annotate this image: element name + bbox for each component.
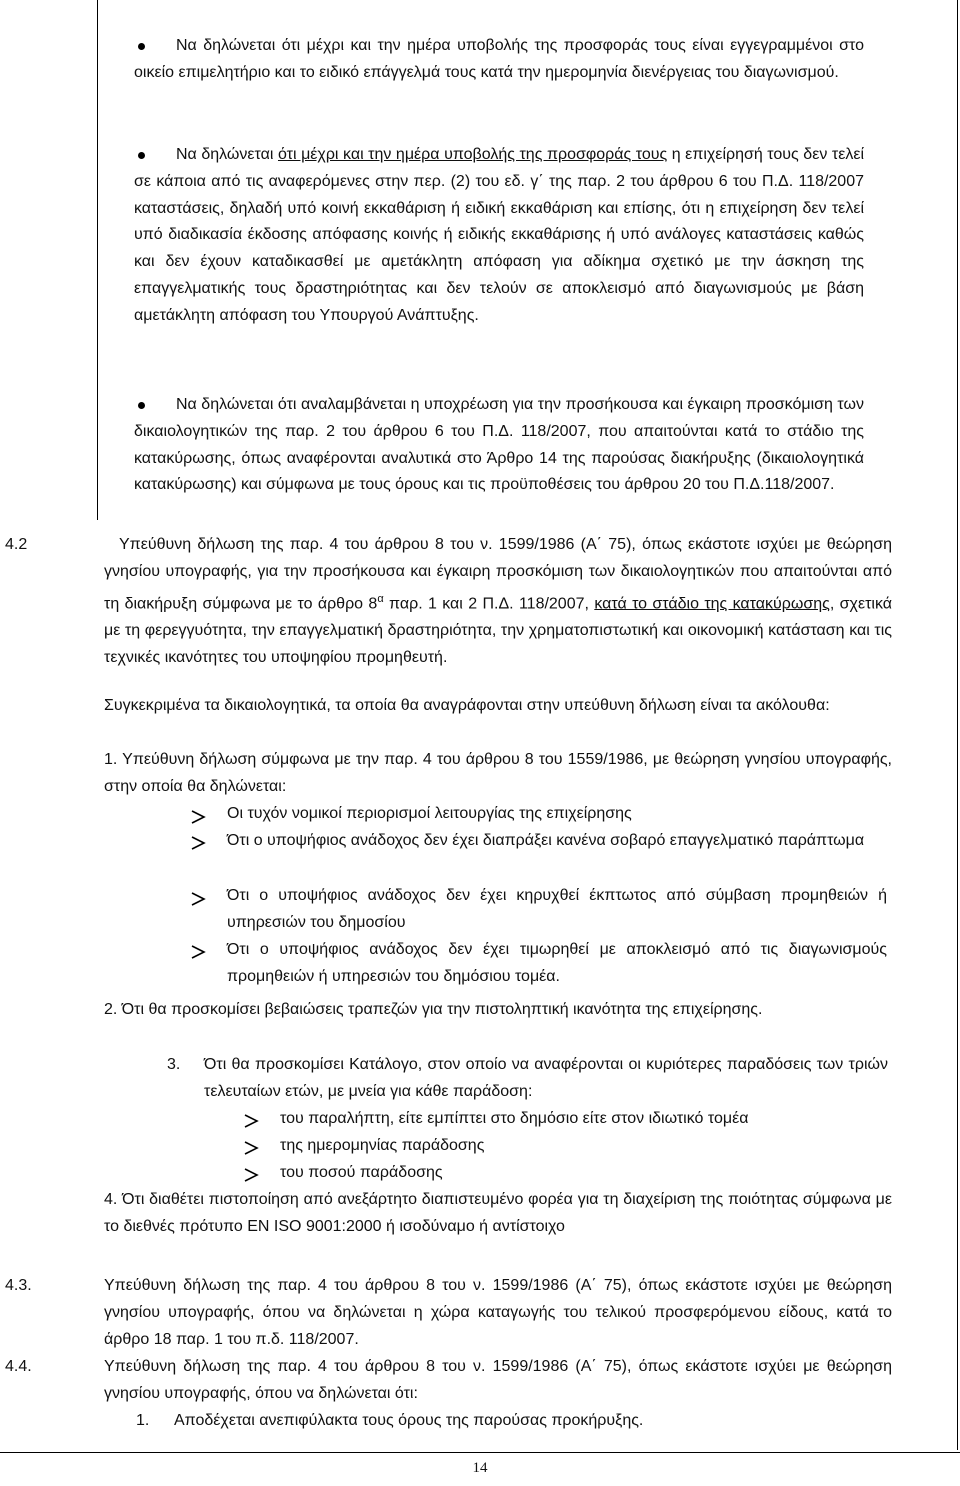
bullet-paragraph-3: Να δηλώνεται ότι αναλαμβάνεται η υποχρέωση για την προσήκουσα και έγκαιρη προσκόμιση των δικαιολογητικών της παρ. 2 του άρθρου 6 του Π.Δ. 118/2007, που απαιτούνται κατά το στάδιο της κατακύρωσης, όπως αναφέρονται αναλυτικά στο Άρθρο 14 της παρούσας διακήρυξης (δικαιολογητικά κατακύρωσης) και σύμφωνα με τους όρους και τις προϋποθέσεις του άρθρου 20 του Π.Δ.118/2007. bbox=[134, 396, 864, 494]
arrow-bullet-icon bbox=[190, 809, 206, 825]
frame-right-border bbox=[957, 0, 958, 1450]
arrow-bullet-icon bbox=[243, 1167, 259, 1183]
bullet-paragraph-1: Να δηλώνεται ότι μέχρι και την ημέρα υποβολής της προσφοράς τους είναι εγγεγραμμένοι στο οικείο επιμελητήριο και το ειδικό επάγγελμά τους κατά την ημερομηνία διενέργειας του διαγωνισμού. bbox=[134, 37, 864, 81]
arrow-bullet-icon bbox=[243, 1140, 259, 1156]
section-4-4-item-number: 1. bbox=[136, 1412, 150, 1429]
section-4-4-paragraph: Υπεύθυνη δήλωση της παρ. 4 του άρθρου 8 του ν. 1599/1986 (Α΄ 75), όπως εκάστοτε ισχύει με θεώρηση γνησίου υπογραφής, όπου να δηλώνεται ότι: bbox=[104, 1358, 892, 1402]
arrow-item: Οι τυχόν νομικοί περιορισμοί λειτουργίας της επιχείρησης bbox=[227, 805, 632, 822]
arrow-item: της ημερομηνίας παράδοσης bbox=[280, 1137, 485, 1154]
frame-left-border bbox=[97, 0, 98, 520]
bullet-2-body: η επιχείρησή τους δεν τελεί σε κάποια από τις αναφερόμενες στην περ. (2) του εδ. γ΄ της παρ. 2 του άρθρου 6 του Π.Δ. 118/2007 καταστάσεις, δηλαδή υπό κοινή εκκαθάριση ή ειδική εκκαθάριση και επίσης, ότι η επιχείρηση δεν τελεί υπό διαδικασία έκδοσης απόφασης κοινής ή ειδικής εκκαθάρισης ή υπό ανάλογες καταστάσεις καθώς και δεν έχουν καταδικασθεί με αμετάκλητη απόφαση για αδίκημα σχετικό με την άσκηση της επαγγελματικής τους δραστηριότητας και δεν τελούν σε αποκλεισμό από διαγωνισμούς με βάση αμετάκλητη απόφαση του Υπουργού Ανάπτυξης. bbox=[134, 146, 865, 324]
arrow-item: Ότι ο υποψήφιος ανάδοχος δεν έχει διαπράξει κανένα σοβαρό επαγγελματικό παράπτωμα bbox=[227, 832, 865, 849]
section-4-2-underlined: κατά το στάδιο της κατακύρωσης, bbox=[594, 594, 835, 612]
arrow-item: Ότι ο υποψήφιος ανάδοχος δεν έχει κηρυχθεί έκπτωτος από σύμβαση προμηθειών ή υπηρεσιών του δημοσίου bbox=[227, 887, 887, 931]
section-4-2-text-c: σχετικά με τη φερεγγυότητα, την επαγγελματική δραστηριότητα, την χρηματοπιστωτική και οικονομική κατάσταση και τις τεχνικές ικανότητες του υποψηφίου προμηθευτή. bbox=[104, 594, 893, 666]
superscript-alpha: α bbox=[377, 592, 384, 605]
section-4-4-item-1: Αποδέχεται ανεπιφύλακτα τους όρους της παρούσας προκήρυξης. bbox=[174, 1412, 644, 1429]
footer-rule bbox=[0, 1452, 960, 1453]
section-4-2-text-b: παρ. 1 και 2 Π.Δ. 118/2007, bbox=[383, 594, 595, 612]
section-4-2-text-a: Υπεύθυνη δήλωση της παρ. 4 του άρθρου 8 του ν. 1599/1986 (Α΄ 75), όπως εκάστοτε ισχύει με θεώρηση γνησίου υπογραφής, για την προσήκουσα και έγκαιρη προσκόμιση των δικαιολογητικών που απαιτούνται από τη διακήρυξη σύμφωνα με το άρθρο 8 bbox=[104, 536, 892, 612]
bullet-2-underlined: ότι μέχρι και την ημέρα υποβολής της προσφοράς τους bbox=[277, 146, 668, 163]
arrow-bullet-icon bbox=[190, 835, 206, 851]
section-number-4-3: 4.3. bbox=[5, 1277, 32, 1294]
section-4-2-item-4: 4. Ότι διαθέτει πιστοποίηση από ανεξάρτητο διαπιστευμένο φορέα για τη διαχείριση της ποιότητας σύμφωνα με το διεθνές πρότυπο EN ISO 9001:2000 ή ισοδύναμο ή αντίστοιχο bbox=[104, 1191, 892, 1235]
section-number-4-2: 4.2 bbox=[5, 536, 28, 553]
bullet-paragraph-2 bbox=[134, 142, 864, 330]
section-4-2-item-3: Ότι θα προσκομίσει Κατάλογο, στον οποίο να αναφέρονται οι κυριότερες παραδόσεις των τριών τελευταίων ετών, με μνεία για κάθε παράδοση: bbox=[204, 1056, 888, 1100]
bullet-2-lead: Να δηλώνεται bbox=[176, 146, 278, 163]
section-number-4-4: 4.4. bbox=[5, 1358, 32, 1375]
item-3-number: 3. bbox=[167, 1056, 181, 1073]
arrow-bullet-icon bbox=[243, 1113, 259, 1129]
section-4-3-paragraph: Υπεύθυνη δήλωση της παρ. 4 του άρθρου 8 του ν. 1599/1986 (Α΄ 75), όπως εκάστοτε ισχύει με θεώρηση γνησίου υπογραφής, όπου να δηλώνεται η χώρα καταγωγής του τελικού προσφερόμενου είδους, κατά το άρθρο 18 παρ. 1 του π.δ. 118/2007. bbox=[104, 1277, 892, 1348]
arrow-item: Ότι ο υποψήφιος ανάδοχος δεν έχει τιμωρηθεί με αποκλεισμό από τις διαγωνισμούς προμηθειών ή υπηρεσιών του δημόσιου τομέα. bbox=[227, 941, 887, 985]
section-4-2-item-1: 1. Υπεύθυνη δήλωση σύμφωνα με την παρ. 4 του άρθρου 8 του 1559/1986, με θεώρηση γνησίου υπογραφής, στην οποία θα δηλώνεται: bbox=[104, 751, 892, 795]
section-4-2-paragraph bbox=[104, 532, 892, 671]
section-4-2-item-2: 2. Ότι θα προσκομίσει βεβαιώσεις τραπεζών για την πιστοληπτική ικανότητα της επιχείρησης. bbox=[104, 1001, 763, 1018]
arrow-item: του παραλήπτη, είτε εμπίπτει στο δημόσιο είτε στον ιδιωτικό τομέα bbox=[280, 1110, 749, 1127]
arrow-bullet-icon bbox=[190, 891, 206, 907]
page-number: 14 bbox=[472, 1460, 488, 1476]
arrow-bullet-icon bbox=[190, 944, 206, 960]
arrow-item: του ποσού παράδοσης bbox=[280, 1164, 443, 1181]
section-4-2-intro: Συγκεκριμένα τα δικαιολογητικά, τα οποία θα αναγράφονται στην υπεύθυνη δήλωση είναι τα ακόλουθα: bbox=[104, 697, 830, 714]
